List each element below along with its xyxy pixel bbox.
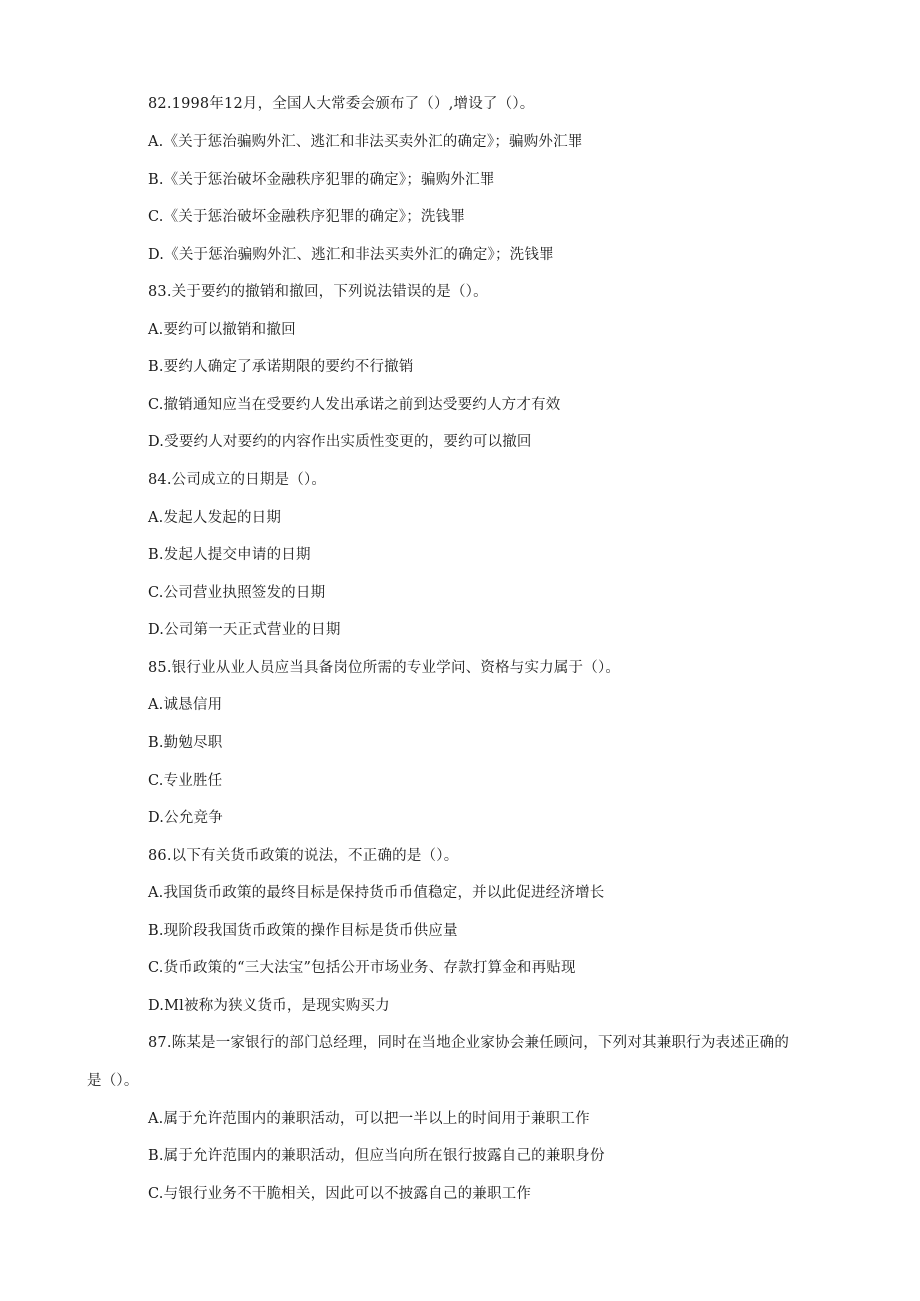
question-87-option-b: B.属于允许范围内的兼职活动，但应当向所在银行披露自己的兼职身份 xyxy=(148,1148,605,1164)
question-83-stem: 83.关于要约的撤销和撤回，下列说法错误的是（）。 xyxy=(148,284,488,300)
question-84-option-d: D.公司第一天正式营业的日期 xyxy=(148,622,341,638)
question-82-option-d: D.《关于惩治骗购外汇、逃汇和非法买卖外汇的确定》；洗钱罪 xyxy=(148,247,554,263)
question-85-option-b: B.勤勉尽职 xyxy=(148,735,223,751)
question-87-stem-continuation: 是（）。 xyxy=(87,1073,139,1089)
question-85-option-c: C.专业胜任 xyxy=(148,773,223,789)
question-85-option-d: D.公允竞争 xyxy=(148,810,223,826)
question-83-option-b: B.要约人确定了承诺期限的要约不行撤销 xyxy=(148,359,414,375)
question-86-option-a: A.我国货币政策的最终目标是保持货币币值稳定，并以此促进经济增长 xyxy=(148,885,605,901)
question-84-option-a: A.发起人发起的日期 xyxy=(148,510,282,526)
question-85-option-a: A.诚恳信用 xyxy=(148,697,223,713)
question-86-option-d: D.Ml被称为狭义货币，是现实购买力 xyxy=(148,998,390,1014)
question-83-option-d: D.受要约人对要约的内容作出实质性变更的，要约可以撤回 xyxy=(148,434,532,450)
question-82-option-b: B.《关于惩治破坏金融秩序犯罪的确定》；骗购外汇罪 xyxy=(148,172,495,188)
question-84-stem: 84.公司成立的日期是（）。 xyxy=(148,472,327,488)
question-83-option-c: C.撤销通知应当在受要约人发出承诺之前到达受要约人方才有效 xyxy=(148,397,561,413)
question-85-stem: 85.银行业从业人员应当具备岗位所需的专业学问、资格与实力属于（）。 xyxy=(148,660,621,676)
question-83-option-a: A.要约可以撤销和撤回 xyxy=(148,322,296,338)
question-82-stem: 82.1998年12月，全国人大常委会颁布了（）,增设了（）。 xyxy=(148,96,535,112)
question-86-option-b: B.现阶段我国货币政策的操作目标是货币供应量 xyxy=(148,923,458,939)
question-86-option-c: C.货币政策的“三大法宝”包括公开市场业务、存款打算金和再贴现 xyxy=(148,960,576,976)
question-87-option-c: C.与银行业务不干脆相关，因此可以不披露自己的兼职工作 xyxy=(148,1186,532,1202)
question-84-option-b: B.发起人提交申请的日期 xyxy=(148,547,311,563)
question-82-option-a: A.《关于惩治骗购外汇、逃汇和非法买卖外汇的确定》；骗购外汇罪 xyxy=(148,134,583,150)
question-87-option-a: A.属于允许范围内的兼职活动，可以把一半以上的时间用于兼职工作 xyxy=(148,1111,590,1127)
question-82-option-c: C.《关于惩治破坏金融秩序犯罪的确定》；洗钱罪 xyxy=(148,209,466,225)
question-84-option-c: C.公司营业执照签发的日期 xyxy=(148,585,326,601)
question-87-stem: 87.陈某是一家银行的部门总经理，同时在当地企业家协会兼任顾问，下列对其兼职行为表述正确的 xyxy=(148,1035,790,1051)
question-86-stem: 86.以下有关货币政策的说法，不正确的是（）。 xyxy=(148,848,459,864)
